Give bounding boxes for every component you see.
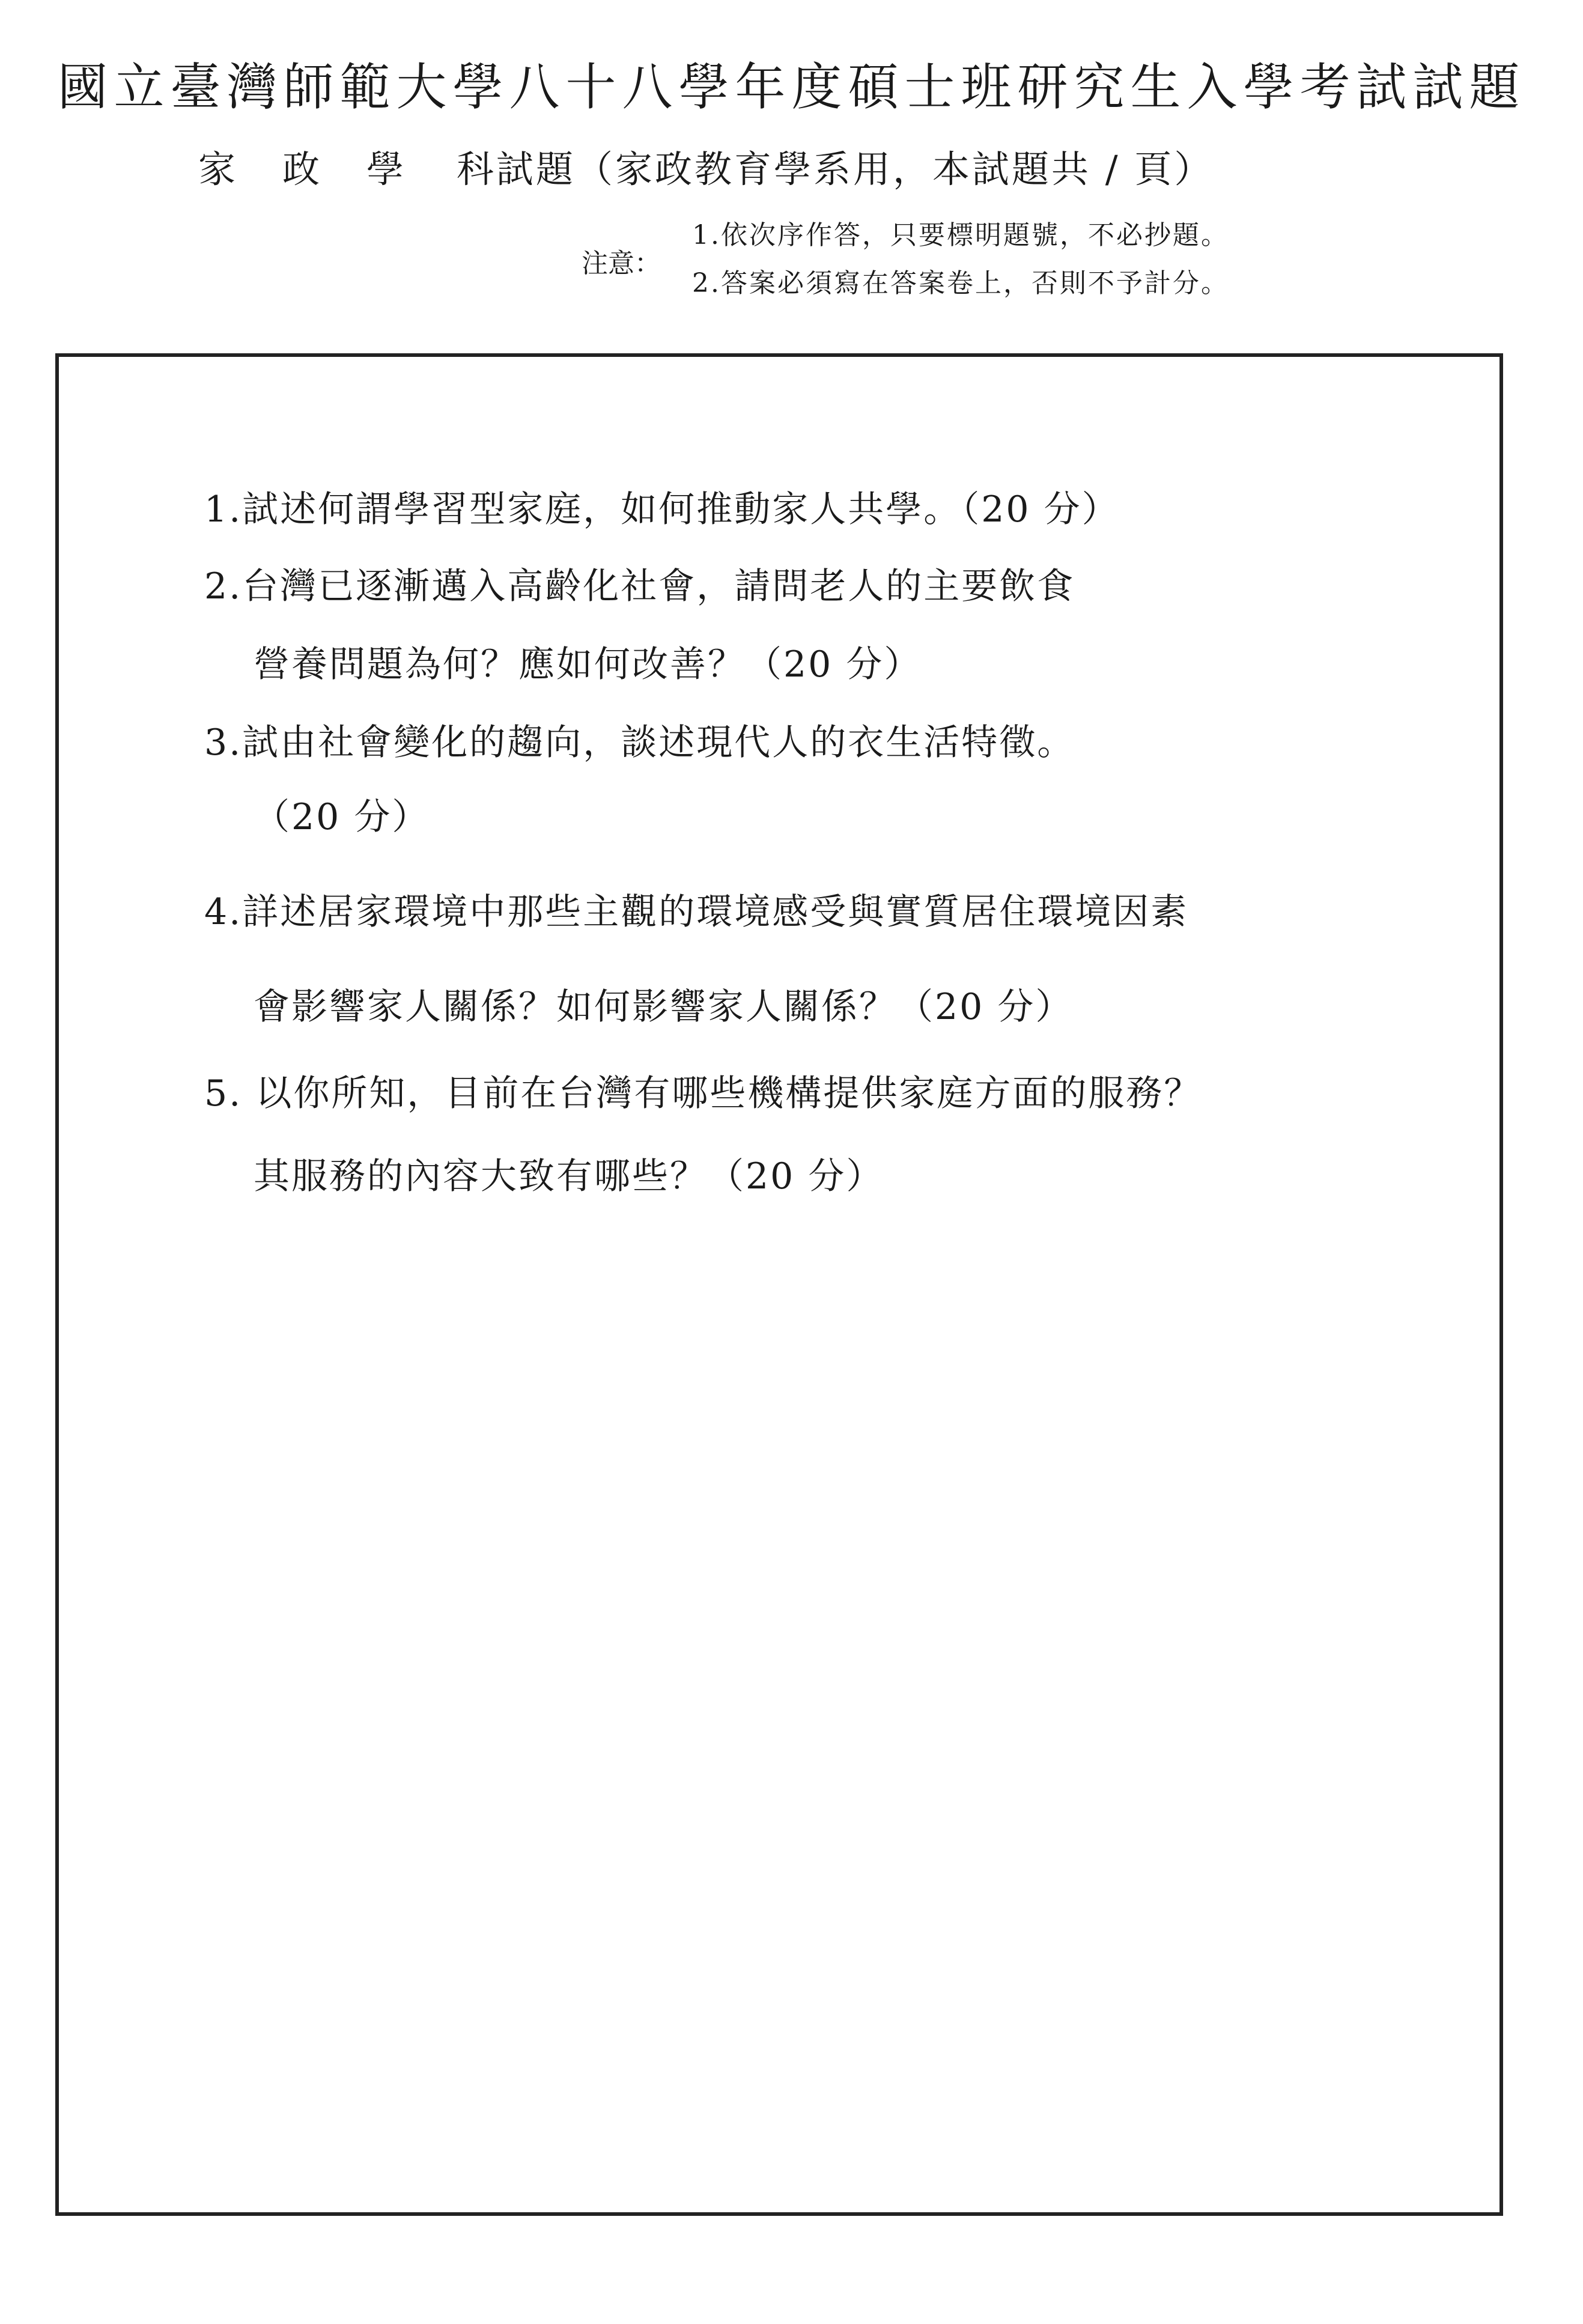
subject-line <box>198 139 1214 193</box>
exam-title: 國立臺灣師範大學八十八學年度碩士班研究生入學考試試題 <box>57 58 1526 117</box>
notice-label: 注意： <box>582 248 661 279</box>
question-4-line-1: 4.詳述居家環境中那些主觀的環境感受與實質居住環境因素 <box>204 891 1189 933</box>
notice-items <box>692 211 1229 308</box>
subject-name: 家政學 <box>198 147 451 191</box>
question-2-line-1: 2.台灣已逐漸邁入高齡化社會，請問老人的主要飲食 <box>204 565 1075 607</box>
notice-item: 2.答案必須寫在答案卷上，否則不予計分。 <box>692 268 1229 299</box>
notice-item: 1.依次序作答，只要標明題號，不必抄題。 <box>692 220 1229 251</box>
question-3-line-2: （20 分） <box>254 796 430 838</box>
subject-suffix: 科試題（家政教育學系用，本試題共 / 頁） <box>457 147 1214 191</box>
question-2-line-2: 營養問題為何？應如何改善？（20 分） <box>254 643 922 686</box>
question-4-line-2: 會影響家人關係？如何影響家人關係？（20 分） <box>254 986 1074 1028</box>
question-3-line-1: 3.試由社會變化的趨向，談述現代人的衣生活特徵。 <box>204 722 1075 764</box>
question-frame <box>55 353 1503 2216</box>
question-5-line-1: 5. 以你所知，目前在台灣有哪些機構提供家庭方面的服務？ <box>204 1072 1202 1115</box>
question-5-line-2: 其服務的內容大致有哪些？（20 分） <box>254 1155 884 1197</box>
question-1-line-1: 1.試述何謂學習型家庭，如何推動家人共學。（20 分） <box>204 488 1120 531</box>
